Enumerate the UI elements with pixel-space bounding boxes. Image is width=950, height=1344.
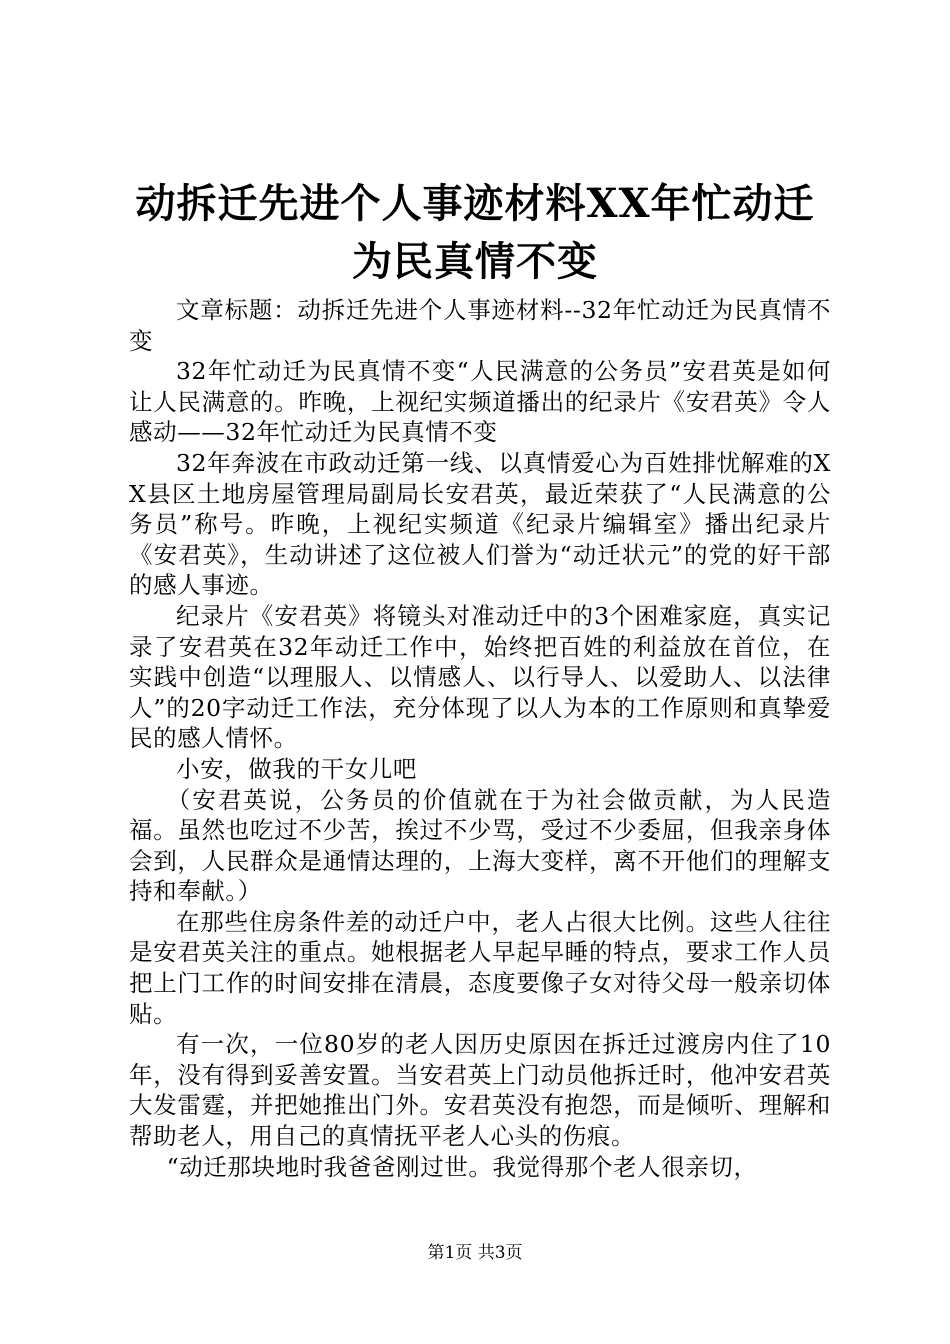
- paragraph-intro: 32年忙动迁为民真情不变“人民满意的公务员”安君英是如何让人民满意的。昨晚，上视纪实频道播出的纪录片《安君英》令人感动——32年忙动迁为民真情不变: [129, 357, 831, 447]
- paragraph-quote: （安君英说，公务员的价值就在于为社会做贡献，为人民造福。虽然也吃过不少苦，挨过不少骂，受过不少委屈，但我亲身体会到，人民群众是通情达理的，上海大变样，离不开他们的理解支持和奉献。）: [129, 785, 831, 906]
- paragraph-elderly: 在那些住房条件差的动迁户中，老人占很大比例。这些人往往是安君英关注的重点。她根据老人早起早睡的特点，要求工作人员把上门工作的时间安排在清晨，态度要像子女对待父母一般亲切体贴。: [129, 907, 831, 1028]
- paragraph-article-title: 文章标题：动拆迁先进个人事迹材料--32年忙动迁为民真情不变: [129, 296, 831, 355]
- page-number-footer: 第1页 共3页: [427, 1243, 523, 1263]
- document-body: [129, 295, 831, 1182]
- paragraph-documentary: 纪录片《安君英》将镜头对准动迁中的3个困难家庭，真实记录了安君英在32年动迁工作中，始终把百姓的利益放在首位，在实践中创造“以理服人、以情感人、以行导人、以爱助人、以法律人”的20字动迁工作法，充分体现了以人为本的工作原则和真挚爱民的感人情怀。: [129, 601, 831, 753]
- paragraph-continued: “动迁那块地时我爸爸刚过世。我觉得那个老人很亲切，: [166, 1152, 758, 1181]
- document-title: 动拆迁先进个人事迹材料XX年忙动迁为民真情不变: [135, 180, 815, 285]
- paragraph-award: 32年奔波在市政动迁第一线、以真情爱心为百姓排忧解难的XX县区土地房屋管理局副局长安君英，最近荣获了“人民满意的公务员”称号。昨晚，上视纪实频道《纪录片编辑室》播出纪录片《安君英》，生动讲述了这位被人们誉为“动迁状元”的党的好干部的感人事迹。: [129, 448, 831, 600]
- paragraph-story: 有一次，一位80岁的老人因历史原因在拆迁过渡房内住了10年，没有得到妥善安置。当安君英上门动员他拆迁时，他冲安君英大发雷霆，并把她推出门外。安君英没有抱怨，而是倾听、理解和帮助老人，用自己的真情抚平老人心头的伤痕。: [129, 1030, 831, 1151]
- paragraph-subheading: 小安，做我的干女儿吧: [176, 754, 417, 783]
